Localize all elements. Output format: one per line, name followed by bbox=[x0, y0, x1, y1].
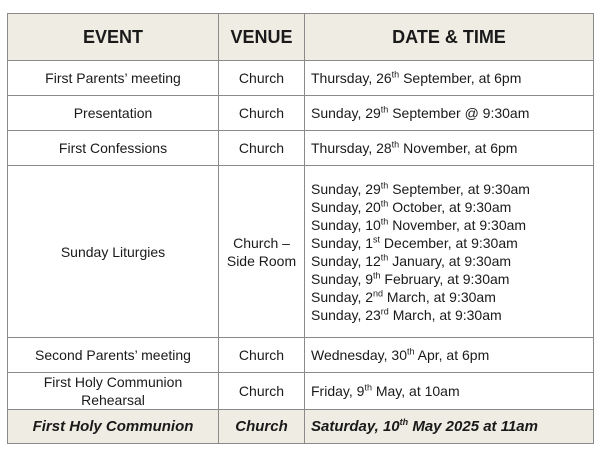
venue-cell: Church bbox=[219, 410, 305, 444]
highlight-row bbox=[8, 410, 594, 444]
ordinal-suffix: th bbox=[380, 104, 389, 115]
date-line bbox=[311, 252, 587, 270]
date-line bbox=[311, 139, 587, 157]
table-row bbox=[8, 61, 594, 96]
date-line bbox=[311, 346, 587, 364]
date-day: Sunday, 2 bbox=[311, 288, 374, 305]
ordinal-suffix: th bbox=[364, 382, 372, 393]
event-cell: Presentation bbox=[8, 96, 219, 131]
ordinal-suffix: th bbox=[407, 346, 415, 357]
header-event: EVENT bbox=[8, 14, 219, 61]
venue-cell: Church bbox=[219, 373, 305, 410]
ordinal-suffix: th bbox=[380, 197, 389, 208]
date-day: Sunday, 12 bbox=[311, 252, 381, 269]
date-line bbox=[311, 382, 587, 400]
ordinal-suffix: th bbox=[373, 269, 381, 280]
date-cell bbox=[305, 338, 594, 373]
header-row bbox=[8, 14, 594, 61]
date-day: Sunday, 29 bbox=[311, 105, 381, 121]
ordinal-suffix: th bbox=[380, 179, 389, 190]
ordinal-suffix: th bbox=[391, 139, 400, 150]
date-rest: March, at 9:30am bbox=[388, 306, 502, 323]
date-day: Sunday, 9 bbox=[311, 270, 374, 287]
table-row bbox=[8, 373, 594, 410]
date-rest: October, at 9:30am bbox=[388, 198, 512, 215]
date-line bbox=[311, 198, 587, 216]
date-cell bbox=[305, 166, 594, 338]
date-cell bbox=[305, 96, 594, 131]
date-line bbox=[311, 104, 587, 122]
event-cell: Second Parents’ meeting bbox=[8, 338, 219, 373]
date-cell bbox=[305, 373, 594, 410]
date-line bbox=[311, 180, 587, 198]
date-line bbox=[311, 270, 587, 288]
venue-line: Church – bbox=[233, 234, 290, 251]
date-rest: December, at 9:30am bbox=[380, 234, 518, 251]
date-rest: September @ 9:30am bbox=[388, 105, 530, 121]
date-rest: September, at 6pm bbox=[399, 70, 522, 86]
date-day: Sunday, 1 bbox=[311, 234, 374, 251]
date-line bbox=[311, 69, 587, 87]
venue-cell: Church bbox=[219, 338, 305, 373]
date-rest: March, at 9:30am bbox=[383, 288, 496, 305]
date-line bbox=[311, 418, 587, 436]
event-cell bbox=[8, 373, 219, 410]
event-line: Rehearsal bbox=[81, 392, 145, 408]
event-line: First Holy Communion bbox=[43, 374, 183, 390]
date-day: Friday, 9 bbox=[311, 383, 365, 399]
ordinal-suffix: th bbox=[380, 215, 389, 226]
date-line bbox=[311, 306, 587, 324]
date-day: Thursday, 26 bbox=[311, 70, 392, 86]
table-row bbox=[8, 338, 594, 373]
venue-cell: Church bbox=[219, 61, 305, 96]
ordinal-suffix: st bbox=[373, 233, 381, 244]
table-row bbox=[8, 131, 594, 166]
venue-cell: Church bbox=[219, 96, 305, 131]
date-line bbox=[311, 216, 587, 234]
date-day: Thursday, 28 bbox=[311, 140, 392, 156]
table-row bbox=[8, 166, 594, 338]
date-rest: Apr, at 6pm bbox=[414, 347, 490, 363]
date-rest: November, at 6pm bbox=[399, 140, 518, 156]
table-row bbox=[8, 96, 594, 131]
ordinal-suffix: th bbox=[391, 69, 400, 80]
date-day: Saturday, 10 bbox=[311, 417, 400, 435]
venue-line: Side Room bbox=[226, 252, 297, 269]
event-cell: First Parents’ meeting bbox=[8, 61, 219, 96]
header-date-time: DATE & TIME bbox=[305, 14, 594, 61]
date-rest: May 2025 at 11am bbox=[408, 417, 538, 435]
venue-cell bbox=[219, 166, 305, 338]
ordinal-suffix: th bbox=[380, 251, 389, 262]
date-rest: November, at 9:30am bbox=[388, 216, 527, 233]
date-rest: February, at 9:30am bbox=[380, 270, 510, 287]
ordinal-suffix: th bbox=[399, 416, 409, 427]
date-cell bbox=[305, 131, 594, 166]
date-day: Sunday, 20 bbox=[311, 198, 381, 215]
event-cell: First Holy Communion bbox=[8, 410, 219, 444]
ordinal-suffix: rd bbox=[380, 305, 389, 316]
date-rest: September, at 9:30am bbox=[388, 180, 530, 197]
date-rest: May, at 10am bbox=[371, 383, 460, 399]
date-day: Sunday, 29 bbox=[311, 180, 381, 197]
event-cell: Sunday Liturgies bbox=[8, 166, 219, 338]
date-day: Sunday, 10 bbox=[311, 216, 381, 233]
date-cell bbox=[305, 410, 594, 444]
date-rest: January, at 9:30am bbox=[388, 252, 512, 269]
date-day: Wednesday, 30 bbox=[311, 347, 407, 363]
date-line bbox=[311, 234, 587, 252]
header-venue: VENUE bbox=[219, 14, 305, 61]
event-cell: First Confessions bbox=[8, 131, 219, 166]
schedule-table bbox=[7, 13, 594, 444]
venue-cell: Church bbox=[219, 131, 305, 166]
date-day: Sunday, 23 bbox=[311, 306, 381, 323]
date-line bbox=[311, 288, 587, 306]
date-cell bbox=[305, 61, 594, 96]
ordinal-suffix: nd bbox=[373, 287, 384, 298]
